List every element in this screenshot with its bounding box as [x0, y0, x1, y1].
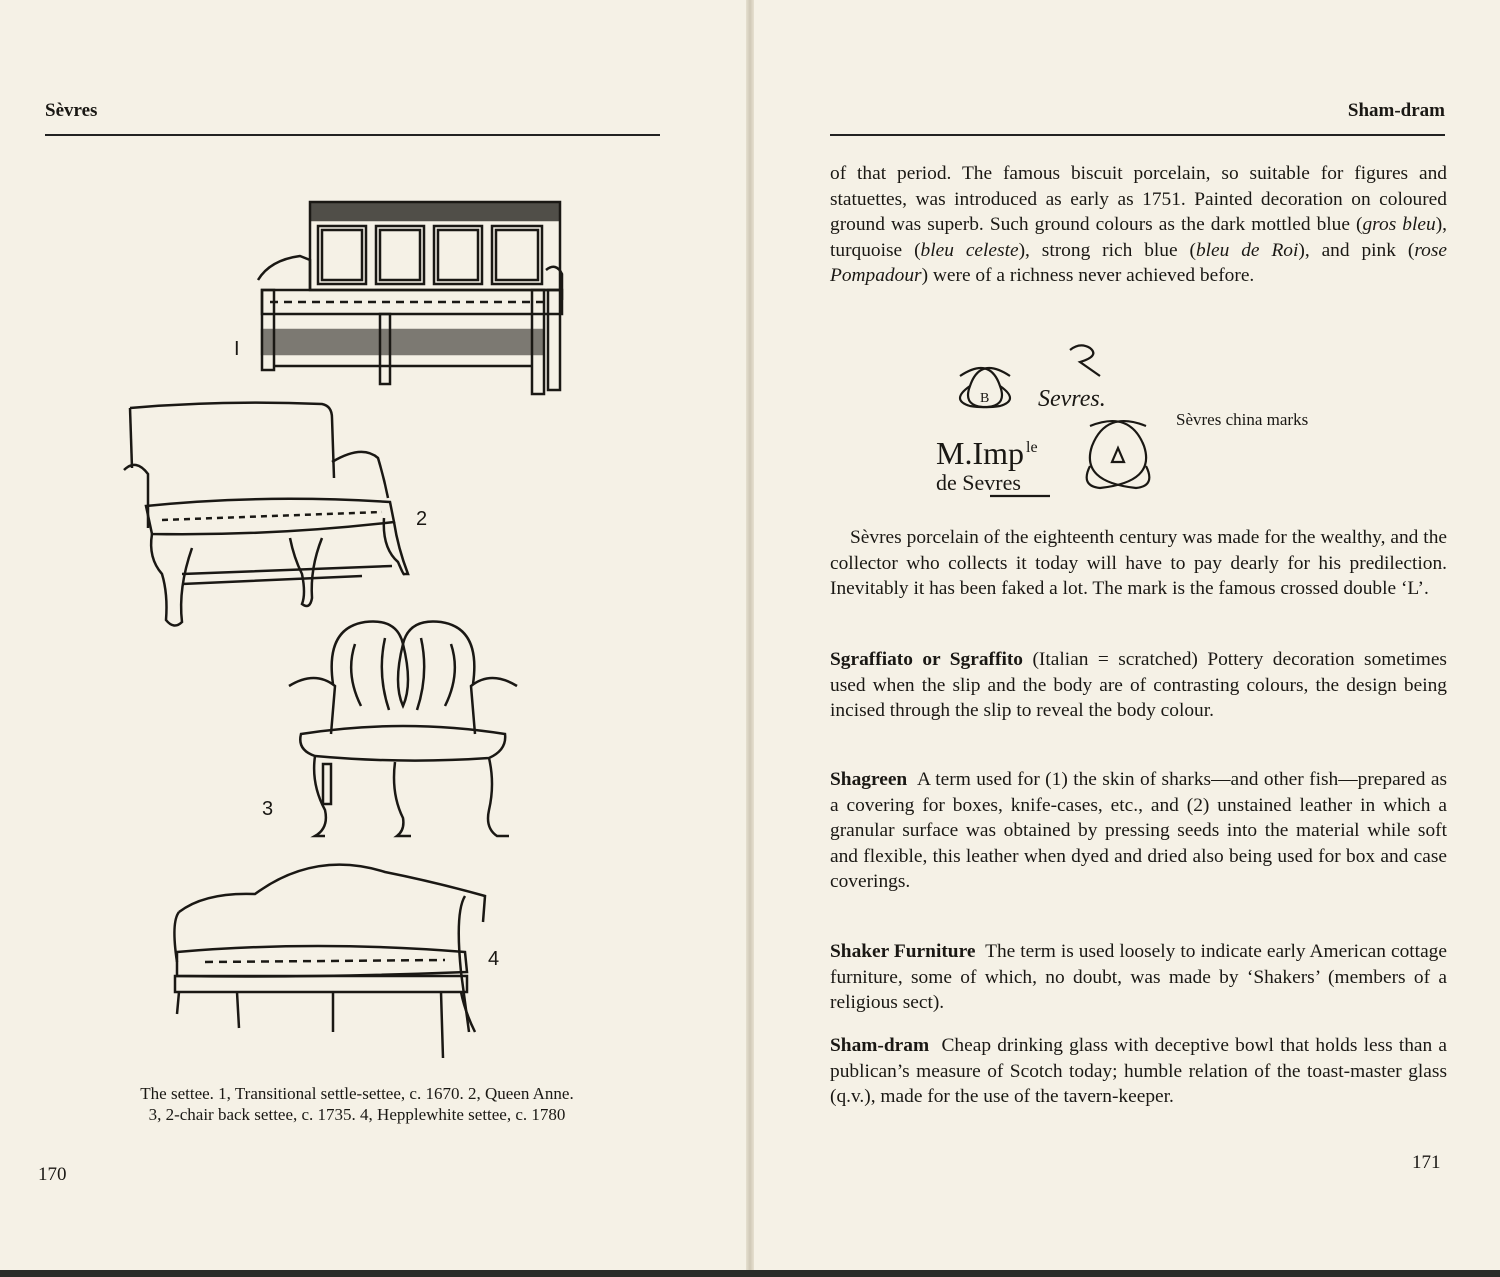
entry-definition: A term used for (1) the skin of sharks—and other fish—prepared as a covering for boxes, knife-cases, etc., and (2) unstained leather in which a granular surface was obtained by pressing seeds into the material while soft and flexible, this leather when dyed and dried also being used for box and case coverings. [830, 769, 1447, 893]
entry-shaker-furniture [830, 939, 1447, 1016]
entry-sham-dram [830, 1033, 1447, 1110]
term-rose-pompadour: rose Pompadour [830, 239, 1447, 287]
sevres-paragraph [830, 525, 1447, 602]
mark-de-sevres: de Sevres [936, 470, 1021, 495]
marks-caption: Sèvres china marks [1176, 410, 1309, 429]
entry-headword: Shaker Furniture [830, 941, 976, 962]
page-number-left: 170 [38, 1164, 67, 1185]
head-rule-right [830, 134, 1445, 136]
intro-text-4: ), and pink ( [1298, 239, 1415, 261]
intro-paragraph [830, 161, 1447, 289]
entry-headword: Shagreen [830, 769, 908, 790]
entry-headword: Sham-dram [830, 1035, 930, 1056]
sevres-paragraph-text: Sèvres porcelain of the eighteenth century was made for the wealthy, and the collector who collects it today will have to pay dearly for his predilection. Inevitably it has been faked a lot. The mark is the famous crossed double ‘L’. [830, 527, 1447, 600]
svg-text:B: B [980, 391, 990, 406]
two-chair-back-settee-illustration [285, 614, 520, 846]
entry-shagreen [830, 767, 1447, 895]
intro-text-3: ), strong rich blue ( [1018, 239, 1196, 261]
mark-sevres-script: Sevres. [1038, 386, 1106, 412]
figure-caption [40, 1083, 674, 1125]
figure-number-1: I [234, 338, 240, 360]
term-gros-bleu: gros bleu [1362, 214, 1436, 236]
page-number-right: 171 [1412, 1152, 1441, 1173]
running-head-left: Sèvres [45, 100, 98, 121]
bottom-edge [0, 1270, 1500, 1277]
head-rule-left [45, 134, 660, 136]
entry-definition: The term is used loosely to indicate early American cottage furniture, some of which, no doubt, was made by ‘Shakers’ (members of a religious sect). [830, 941, 1447, 1014]
figure-number-4: 4 [488, 948, 500, 970]
entry-definition: (Italian = scratched) Pottery decoration sometimes used when the slip and the body are of contrasting colours, the design being incised through the slip to reveal the body colour. [830, 649, 1447, 722]
hepplewhite-settee-illustration [165, 852, 490, 1067]
intro-text-5: ) were of a richness never achieved before. [921, 265, 1255, 287]
mark-m-imple: M.Imp [936, 435, 1024, 471]
mark-m-imple-superscript: le [1026, 439, 1038, 456]
settle-settee-illustration [250, 190, 570, 400]
term-bleu-de-roi: bleu de Roi [1195, 239, 1299, 261]
caption-line-1: The settee. 1, Transitional settle-settee, c. 1670. 2, Queen Anne. [140, 1084, 574, 1103]
term-bleu-celeste: bleu celeste [920, 239, 1019, 261]
caption-line-2: 3, 2-chair back settee, c. 1735. 4, Hepplewhite settee, c. 1780 [148, 1105, 566, 1124]
figure-number-2: 2 [416, 508, 428, 530]
figure-number-3: 3 [262, 798, 274, 820]
intro-text-1: of that period. The famous biscuit porcelain, so suitable for figures and statuettes, was introduced as early as 1751. Painted decoration on coloured ground was superb. Such ground colours as the dark mottled blue ( [830, 163, 1447, 236]
running-head-right: Sham-dram [1347, 100, 1445, 121]
book-gutter [746, 0, 754, 1270]
intro-text-2: ), turquoise ( [830, 214, 1448, 261]
sevres-marks-illustration [930, 336, 1170, 511]
queen-anne-settee-illustration [122, 398, 412, 633]
entry-sgraffiato [830, 647, 1447, 724]
entry-headword: Sgraffiato or Sgraffito [830, 649, 1023, 670]
entry-definition: Cheap drinking glass with deceptive bowl that holds less than a publican’s measure of Scotch today; humble relation of the toast-master glass (q.v.), made for the use of the tavern-keeper. [830, 1035, 1447, 1108]
